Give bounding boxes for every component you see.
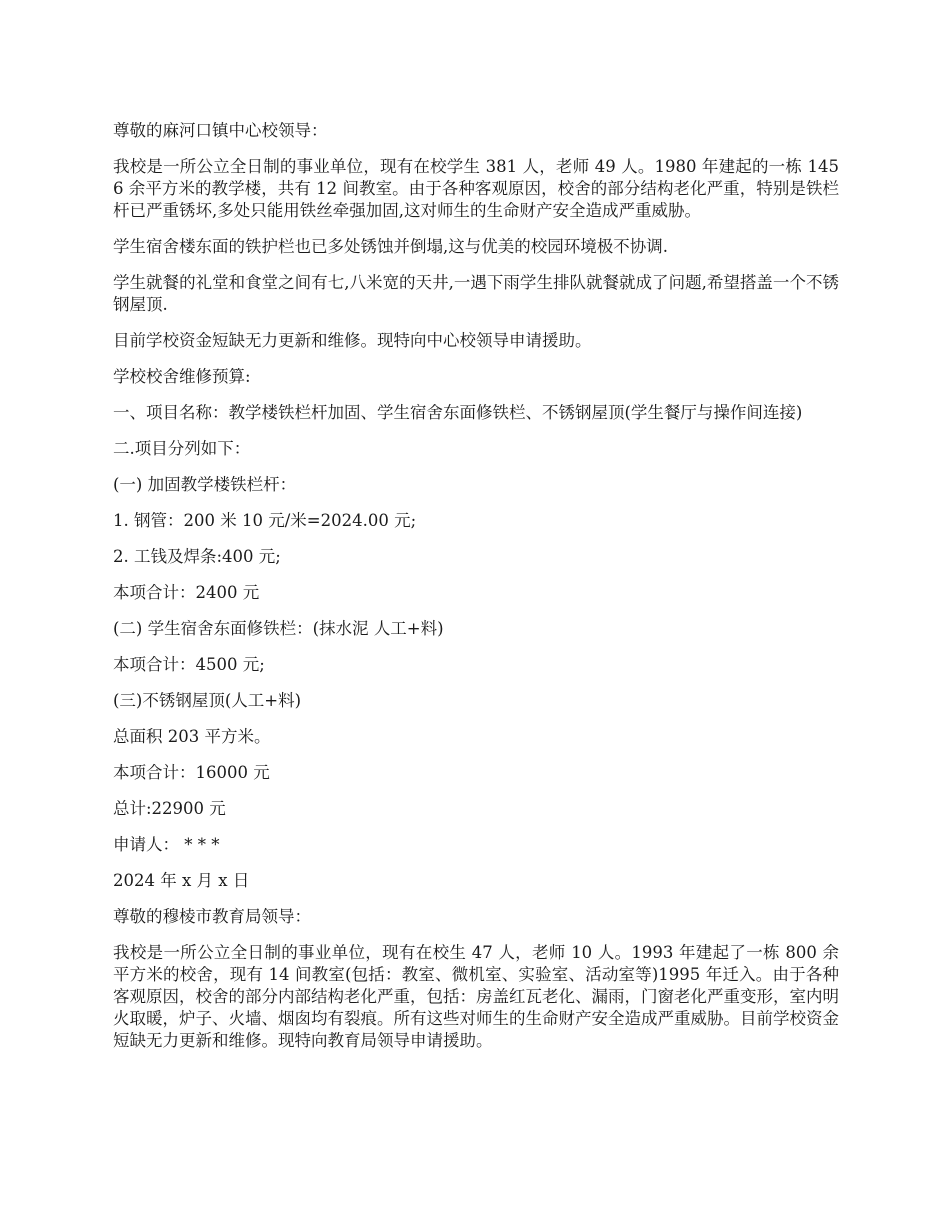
project-breakdown-heading: 二.项目分列如下： [113, 439, 251, 458]
budget-heading: 学校校舍维修预算: [113, 367, 251, 386]
item-3-heading: (三)不锈钢屋顶(人工+料) [113, 691, 302, 710]
paragraph-second-school: 我校是一所公立全日制的事业单位，现有在校生 47 人，老师 10 人。1993 年建起了一栋 800 余平方米的校舍，现有 14 间教室(包括：教室、微机室、实验室、活动室等)1995 年迁入。由于各种客观原因，校舍的部分内部结构老化严重，包括：房盖红瓦老化、漏雨，门窗老化严重变形，室内明火取暖，炉子、火墙、烟囱均有裂痕。所有这些对师生的生命财产安全造成严重威胁。目前学校资金短缺无力更新和维修。现特向教育局领导申请援助。 [113, 943, 839, 1050]
date-line: 2024 年 x 月 x 日 [113, 871, 250, 890]
item-3-subtotal: 本项合计：16000 元 [113, 763, 270, 782]
document-body [113, 120, 839, 1066]
item-1-line-2: 2. 工钱及焊条:400 元; [113, 547, 281, 566]
paragraph-school-overview: 我校是一所公立全日制的事业单位，现有在校学生 381 人，老师 49 人。1980 年建起的一栋 1456 余平方米的教学楼，共有 12 间教室。由于各种客观原因，校舍的部分结构老化严重，特别是铁栏杆已严重锈坏,多处只能用铁丝牵强加固,这对师生的生命财产安全造成严重威胁。 [113, 157, 839, 220]
item-3-area: 总面积 203 平方米。 [113, 727, 271, 746]
paragraph-dining-patio: 学生就餐的礼堂和食堂之间有七,八米宽的天井,一遇下雨学生排队就餐就成了问题,希望搭盖一个不锈钢屋顶. [113, 273, 839, 314]
item-1-heading: (一) 加固教学楼铁栏杆： [113, 475, 297, 494]
salutation-2: 尊敬的穆棱市教育局领导： [113, 907, 311, 926]
item-1-subtotal: 本项合计：2400 元 [113, 583, 260, 602]
item-2-heading: (二) 学生宿舍东面修铁栏：(抹水泥 人工+料) [113, 619, 444, 638]
salutation-1: 尊敬的麻河口镇中心校领导： [113, 121, 328, 140]
grand-total: 总计:22900 元 [113, 799, 226, 818]
item-2-subtotal: 本项合计：4500 元; [113, 655, 265, 674]
applicant: 申请人： * * * [113, 835, 220, 854]
item-1-line-1: 1. 钢管：200 米 10 元/米=2024.00 元; [113, 511, 417, 530]
paragraph-dorm-railing: 学生宿舍楼东面的铁护栏也已多处锈蚀并倒塌,这与优美的校园环境极不协调. [113, 237, 668, 256]
project-name: 一、项目名称：教学楼铁栏杆加固、学生宿舍东面修铁栏、不锈钢屋顶(学生餐厅与操作间连接) [113, 403, 803, 422]
paragraph-request: 目前学校资金短缺无力更新和维修。现特向中心校领导申请援助。 [113, 331, 592, 350]
